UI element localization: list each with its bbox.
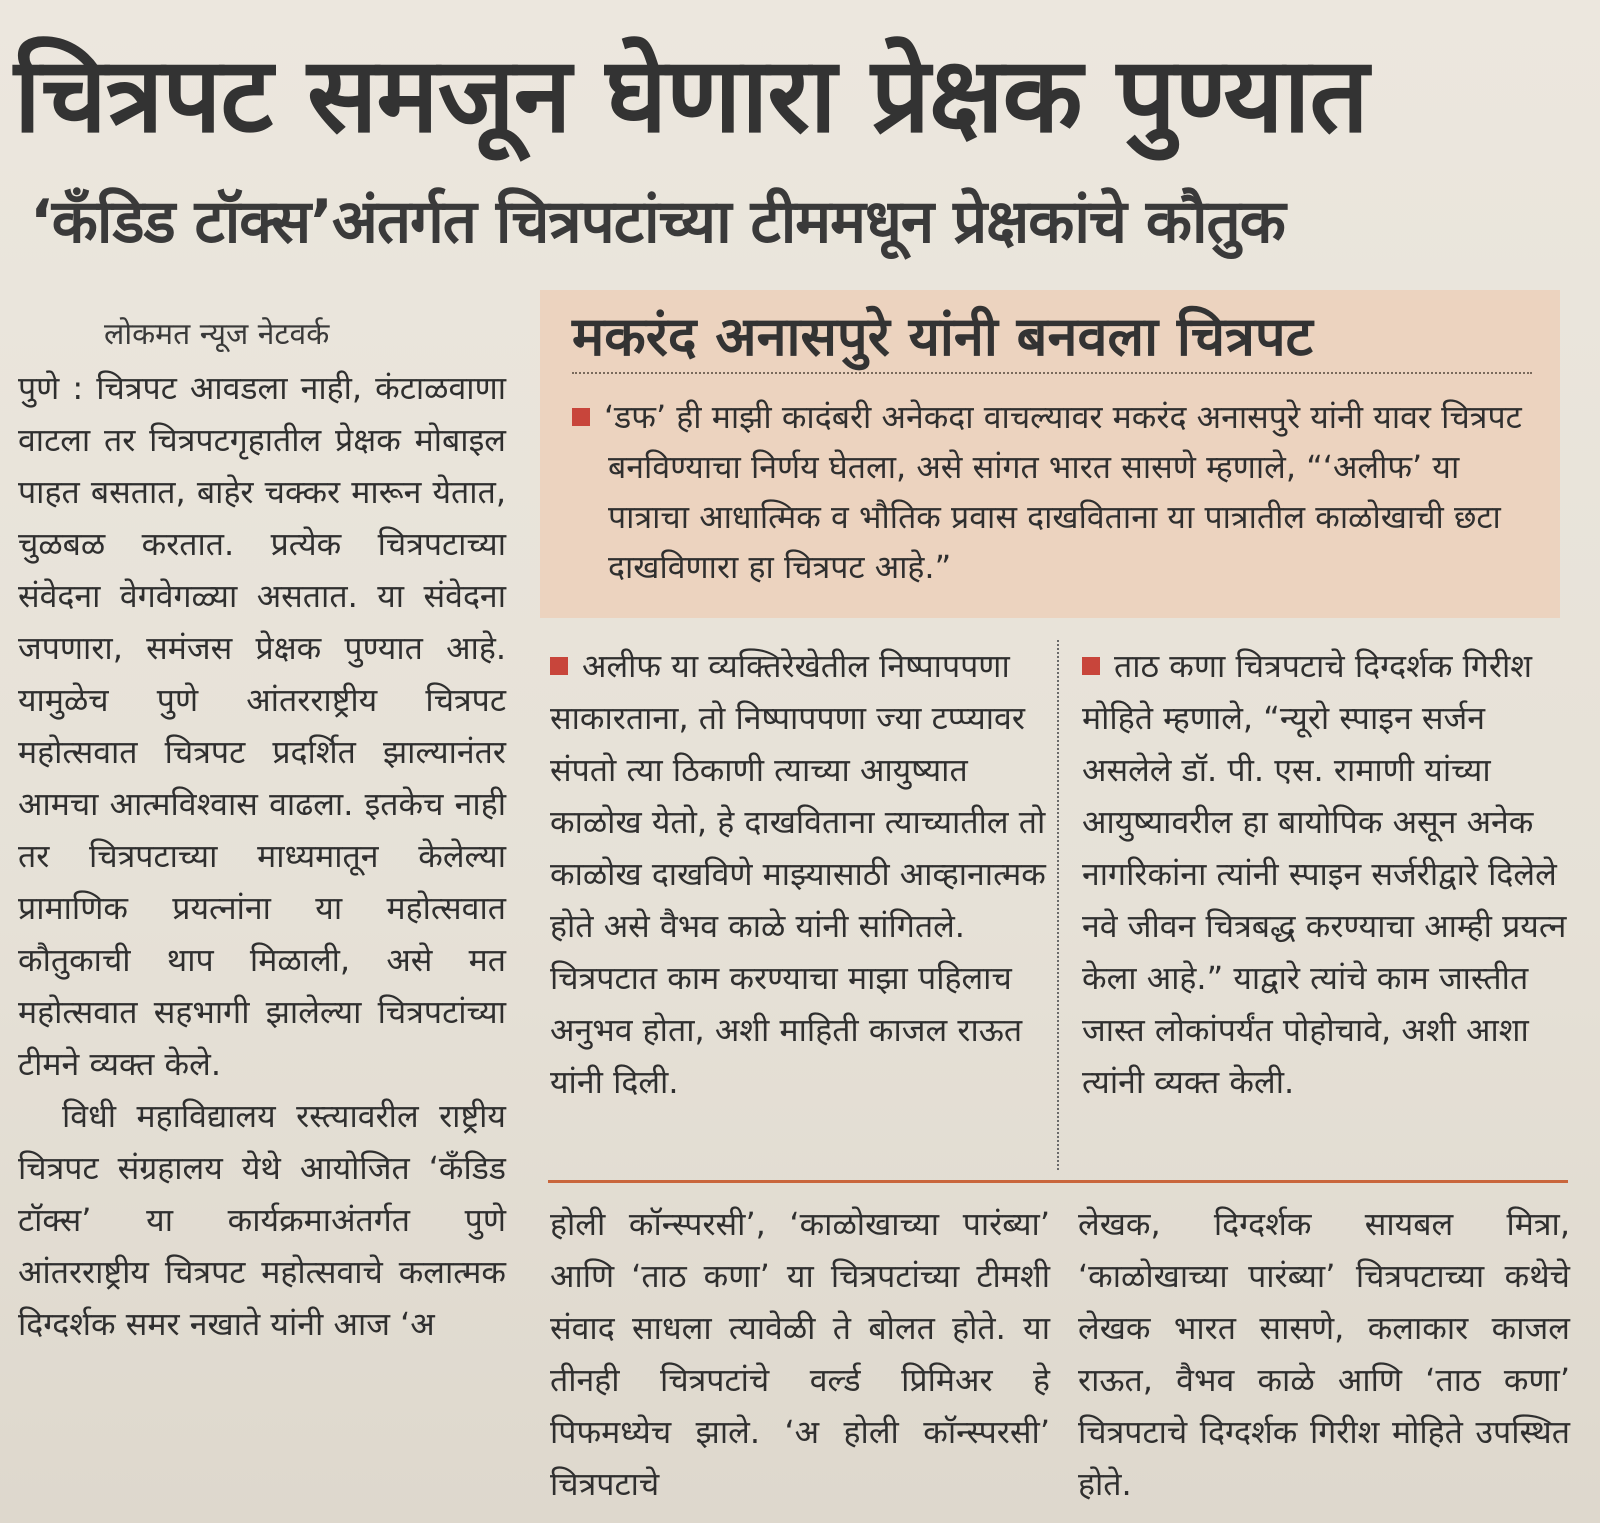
- box-divider: [572, 372, 1532, 374]
- bottom-middle-column: [550, 1198, 1050, 1510]
- subheadline: ‘कँडिड टॉक्स’अंतर्गत चित्रपटांच्या टीममधून प्रेक्षकांचे कौतुक: [30, 187, 1285, 257]
- byline: लोकमत न्यूज नेटवर्क: [104, 317, 330, 352]
- left-paragraph-2: विधी महाविद्यालय रस्त्यावरील राष्ट्रीय चित्रपट संग्रहालय येथे आयोजित ‘कँडिड टॉक्स’ या कार्यक्रमाअंतर्गत पुणे आंतरराष्ट्रीय चित्रपट महोत्सवाचे कलात्मक दिग्दर्शक समर नखाते यांनी आज ‘अ: [18, 1097, 506, 1343]
- bottom-right-text: लेखक, दिग्दर्शक सायबल मित्रा, ‘काळोखाच्या पारंब्या’ चित्रपटाच्या कथेचे लेखक भारत सासणे, कलाकार काजल राऊत, वैभव काळे आणि ‘ताठ कणा’ चित्रपटाचे दिग्दर्शक गिरीश मोहिते उपस्थित होते.: [1078, 1205, 1570, 1503]
- headline: चित्रपट समजून घेणारा प्रेक्षक पुण्यात: [14, 34, 1368, 156]
- left-column: [18, 362, 506, 1350]
- box-text: ‘डफ’ ही माझी कादंबरी अनेकदा वाचल्यावर मकरंद अनासपुरे यांनी यावर चित्रपट बनविण्याचा निर्णय घेतला, असे सांगत भारत सासणे म्हणाले, “‘अलीफ’ या पात्राचा आधात्मिक व भौतिक प्रवास दाखविताना या पात्रातील काळोखाची छटा दाखविणारा हा चित्रपट आहे.”: [604, 398, 1522, 586]
- section-divider: [548, 1180, 1568, 1183]
- box-body: [572, 392, 1532, 592]
- bottom-right-column: [1078, 1198, 1570, 1510]
- middle-text: अलीफ या व्यक्तिरेखेतील निष्पापपणा साकारताना, तो निष्पापपणा ज्या टप्प्यावर संपतो त्या ठिकाणी त्याच्या आयुष्यात काळोख येतो, हे दाखविताना त्याच्यातील तो काळोख दाखविणे माझ्यासाठी आव्हानात्मक होते असे वैभव काळे यांनी सांगितले. चित्रपटात काम करण्याचा माझा पहिलाच अनुभव होता, अशी माहिती काजल राऊत यांनी दिली.: [550, 647, 1046, 1101]
- left-paragraph-1: पुणे : चित्रपट आवडला नाही, कंटाळवाणा वाटला तर चित्रपटगृहातील प्रेक्षक मोबाइल पाहत बसतात, बाहेर चक्कर मारून येतात, चुळबळ करतात. प्रत्येक चित्रपटाच्या संवेदना वेगवेगळ्या असतात. या संवेदना जपणारा, समंजस प्रेक्षक पुण्यात आहे. यामुळेच पुणे आंतरराष्ट्रीय चित्रपट महोत्सवात चित्रपट प्रदर्शित झाल्यानंतर आमचा आत्मविश्वास वाढला. इतकेच नाही तर चित्रपटाच्या माध्यमातून केलेल्या प्रामाणिक प्रयत्नांना या महोत्सवात कौतुकाची थाप मिळाली, असे मत महोत्सवात सहभागी झालेल्या चित्रपटांच्या टीमने व्यक्त केले.: [18, 369, 506, 1083]
- column-divider: [1057, 640, 1059, 1170]
- right-column: [1082, 640, 1572, 1108]
- bullet-icon: [550, 657, 568, 675]
- right-text: ताठ कणा चित्रपटाचे दिग्दर्शक गिरीश मोहिते म्हणाले, “न्यूरो स्पाइन सर्जन असलेले डॉ. पी. एस. रामाणी यांच्या आयुष्यावरील हा बायोपिक असून अनेक नागरिकांना त्यांनी स्पाइन सर्जरीद्वारे दिलेले नवे जीवन चित्रबद्ध करण्याचा आम्ही प्रयत्न केला आहे.” याद्वारे त्यांचे काम जास्तीत जास्त लोकांपर्यंत पोहोचावे, अशी आशा त्यांनी व्यक्त केली.: [1082, 647, 1567, 1101]
- bullet-icon: [1082, 657, 1100, 675]
- box-title: मकरंद अनासपुरे यांनी बनवला चित्रपट: [572, 305, 1313, 368]
- bullet-icon: [572, 408, 590, 426]
- bottom-middle-text: होली कॉन्स्परसी’, ‘काळोखाच्या पारंब्या’ आणि ‘ताठ कणा’ या चित्रपटांच्या टीमशी संवाद साधला त्यावेळी ते बोलत होते. या तीनही चित्रपटांचे वर्ल्ड प्रिमिअर हे पिफमध्येच झाले. ‘अ होली कॉन्स्परसी’ चित्रपटाचे: [550, 1205, 1050, 1503]
- middle-column: [550, 640, 1050, 1108]
